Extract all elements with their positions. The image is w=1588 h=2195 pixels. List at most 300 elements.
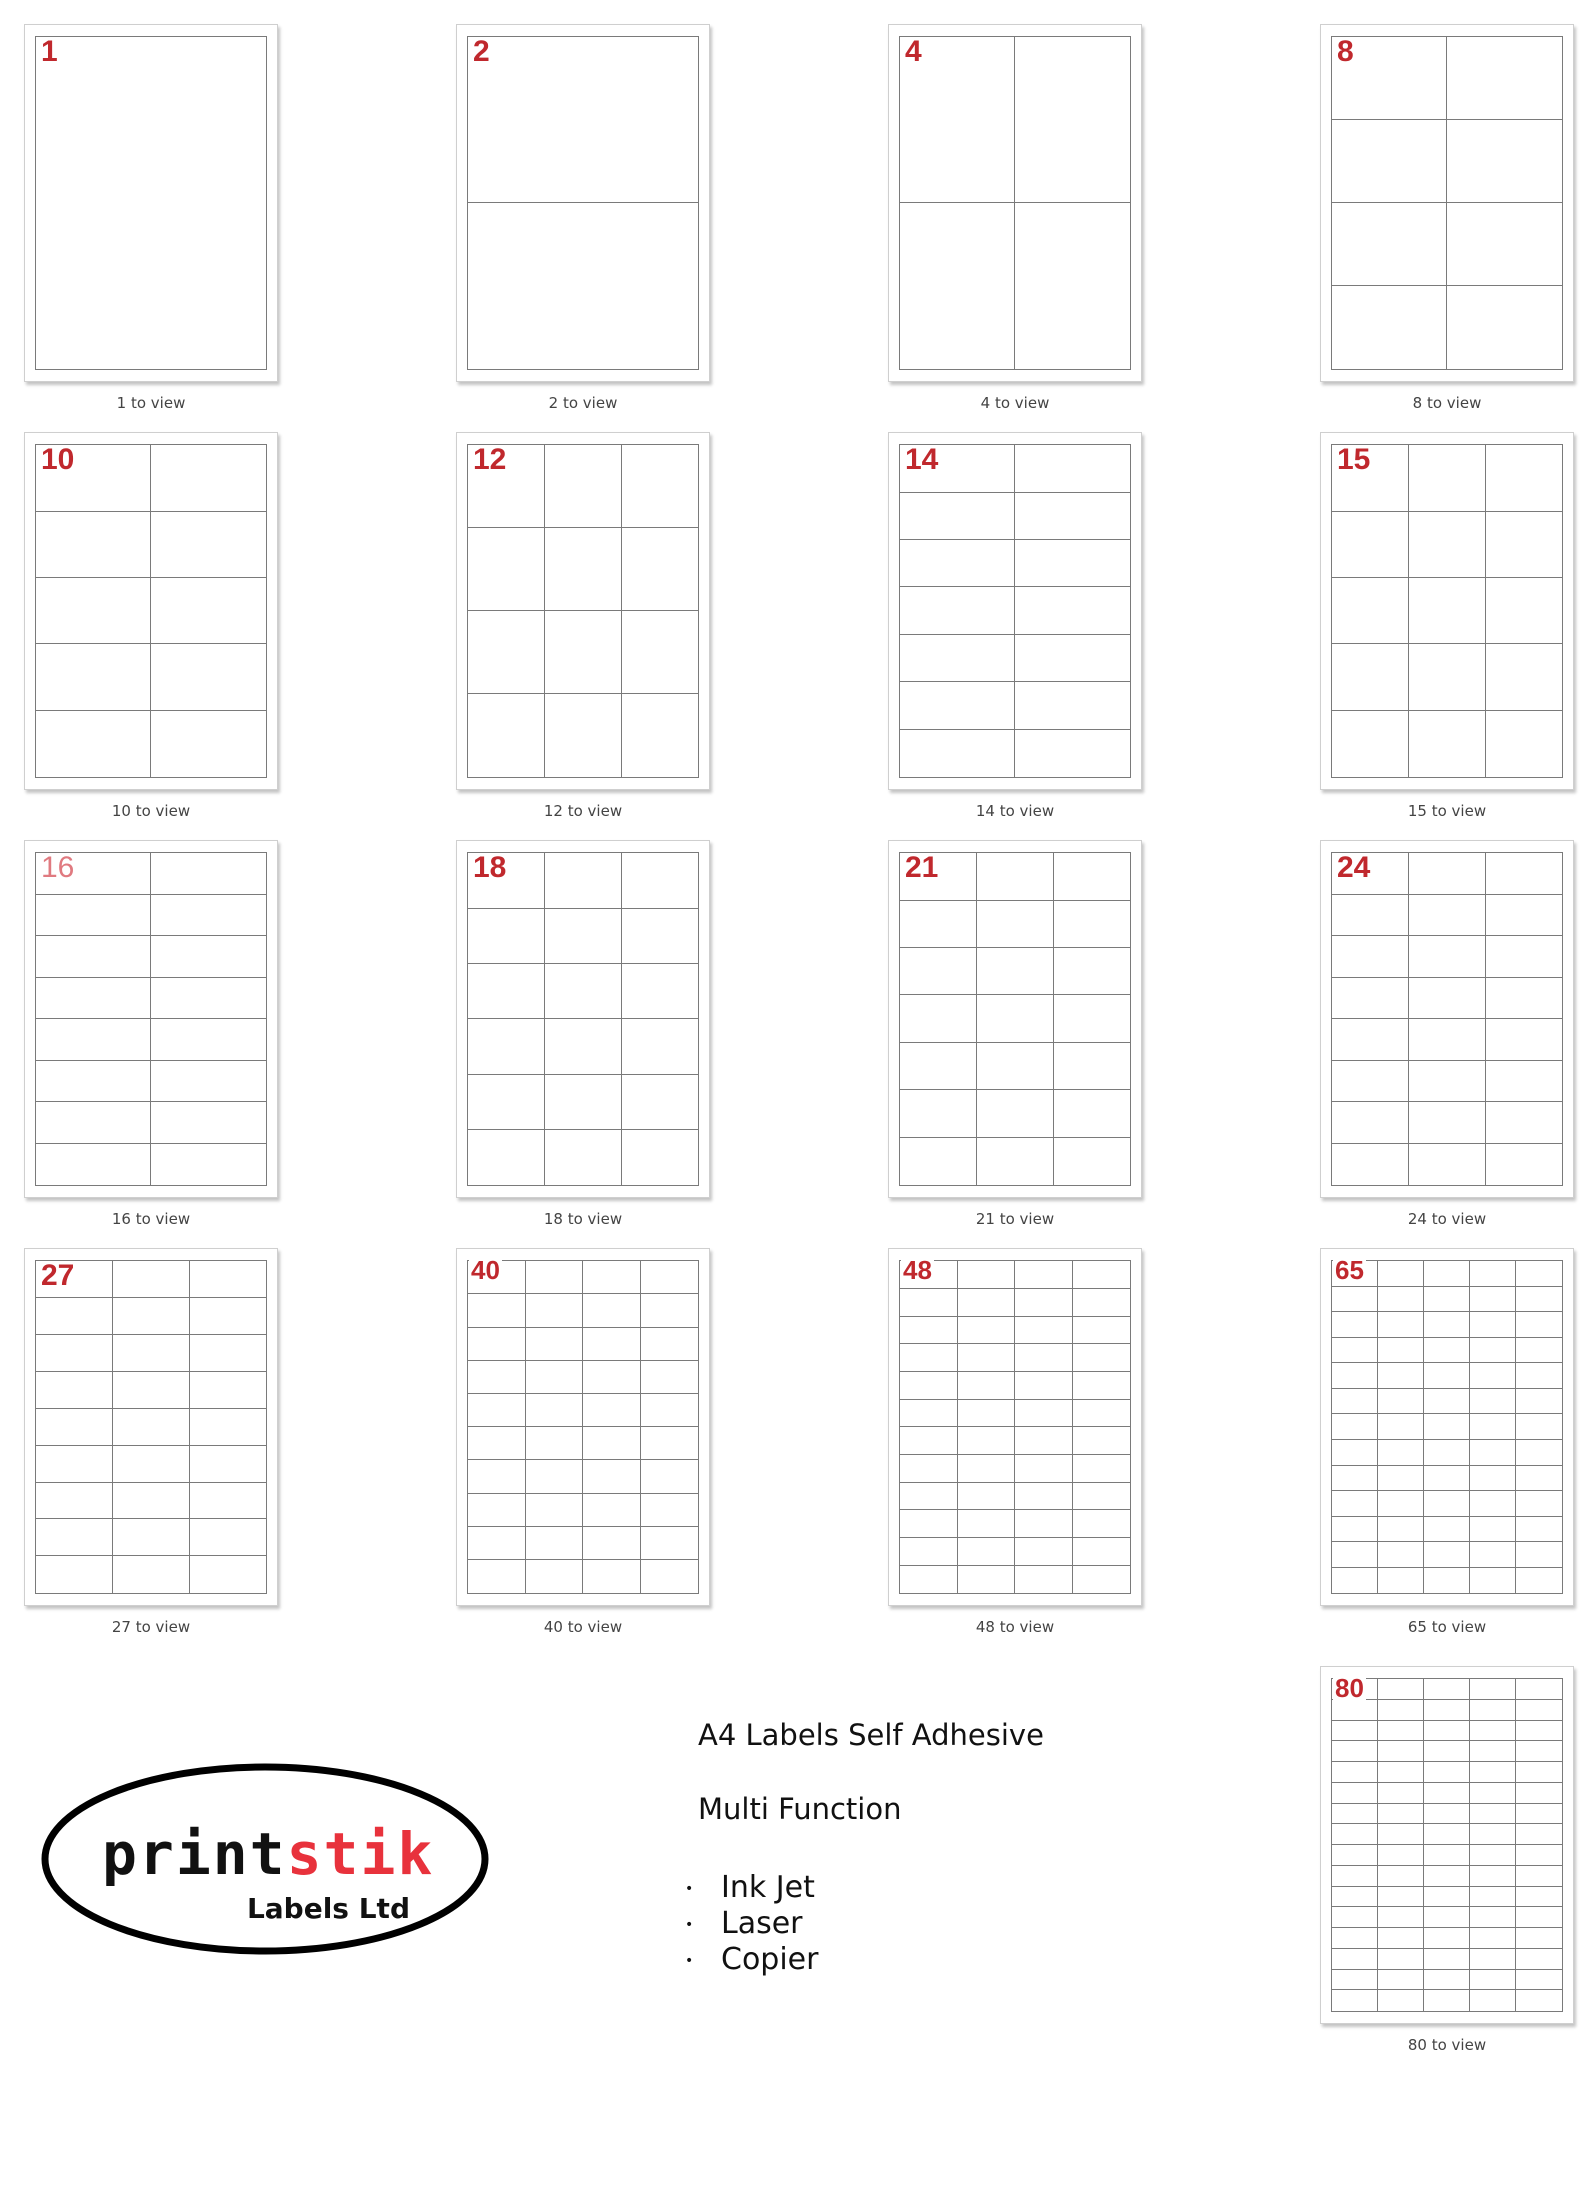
label-grid <box>468 853 698 1185</box>
label-cell <box>1331 1989 1379 2011</box>
label-grid <box>468 37 698 369</box>
label-cell <box>1469 1286 1517 1313</box>
label-cell <box>1072 1426 1131 1455</box>
label-cell <box>1377 1844 1425 1866</box>
label-cell <box>35 1482 113 1520</box>
label-cell <box>1408 1101 1486 1144</box>
label-cell <box>35 935 152 978</box>
label-cell <box>1377 1337 1425 1364</box>
printstik-logo <box>40 1762 490 1956</box>
label-cell <box>35 1555 113 1593</box>
label-cell <box>467 1074 545 1131</box>
label-cell <box>1408 1018 1486 1061</box>
label-cell <box>1469 1413 1517 1440</box>
label-cell <box>1377 1761 1425 1783</box>
label-cell <box>467 610 545 695</box>
label-cell <box>1408 577 1486 645</box>
label-cell <box>1485 1060 1563 1103</box>
label-cell <box>467 1526 526 1561</box>
label-cell <box>1072 1288 1131 1317</box>
label-cell <box>1377 1720 1425 1742</box>
label-cell <box>1331 119 1448 204</box>
label-cell <box>1014 586 1131 635</box>
label-cell <box>150 444 267 512</box>
label-sheet-12[interactable] <box>456 432 710 790</box>
label-cell <box>899 1371 958 1400</box>
label-cell <box>112 1334 190 1372</box>
label-cell <box>1377 1490 1425 1517</box>
label-cell <box>1469 1362 1517 1389</box>
label-cell <box>150 977 267 1020</box>
label-cell <box>1408 894 1486 937</box>
label-cell <box>1515 1720 1563 1742</box>
label-cell <box>467 1293 526 1328</box>
label-cell <box>1515 1699 1563 1721</box>
label-cell <box>1377 1782 1425 1804</box>
label-cell <box>1423 1740 1471 1762</box>
sheet-count-label: 40 <box>471 1255 500 1285</box>
label-cell <box>35 710 152 778</box>
label-cell <box>150 1101 267 1144</box>
label-cell <box>1377 1439 1425 1466</box>
label-cell <box>467 1559 526 1594</box>
label-sheet-16[interactable] <box>24 840 278 1198</box>
label-cell <box>1014 492 1131 541</box>
label-cell <box>1408 444 1486 512</box>
label-cell <box>640 1559 699 1594</box>
label-cell <box>1469 1465 1517 1492</box>
uses-list <box>685 1870 818 1978</box>
label-cell <box>1053 852 1131 901</box>
label-sheet-2[interactable] <box>456 24 710 382</box>
label-cell <box>1014 634 1131 683</box>
label-cell <box>112 1371 190 1409</box>
label-cell <box>1377 1260 1425 1287</box>
label-cell <box>1446 285 1563 370</box>
label-cell <box>1469 1311 1517 1338</box>
sheet-caption[interactable]: 1 to view <box>116 394 186 412</box>
sheet-caption[interactable]: 40 to view <box>543 1618 623 1636</box>
label-cell <box>1377 1699 1425 1721</box>
label-cell <box>1469 1678 1517 1700</box>
label-cell <box>582 1459 641 1494</box>
label-cell <box>1469 1886 1517 1908</box>
label-cell <box>957 1316 1016 1345</box>
label-cell <box>1469 1948 1517 1970</box>
label-cell <box>1053 1137 1131 1186</box>
label-cell <box>525 1260 584 1295</box>
label-cell <box>1469 1337 1517 1364</box>
label-cell <box>1331 1311 1379 1338</box>
label-cell <box>1377 1886 1425 1908</box>
label-cell <box>467 36 699 204</box>
label-cell <box>1053 1042 1131 1091</box>
sheet-count-label: 12 <box>473 443 507 476</box>
label-cell <box>525 1327 584 1362</box>
sheet-caption[interactable]: 2 to view <box>548 394 618 412</box>
label-cell <box>1014 202 1131 370</box>
label-cell <box>899 900 977 949</box>
label-cell <box>1014 1482 1073 1511</box>
label-cell <box>150 643 267 711</box>
label-grid <box>36 37 266 369</box>
label-cell <box>1377 1541 1425 1568</box>
label-cell <box>150 1060 267 1103</box>
label-cell <box>35 1518 113 1556</box>
label-cell <box>1331 1541 1379 1568</box>
sheet-count-label: 15 <box>1337 443 1371 476</box>
label-cell <box>1515 1362 1563 1389</box>
label-cell <box>35 1060 152 1103</box>
label-cell <box>1331 1844 1379 1866</box>
label-grid <box>36 445 266 777</box>
sheet-count-label: 14 <box>905 443 939 476</box>
label-cell <box>621 908 699 965</box>
label-cell <box>1014 1537 1073 1566</box>
label-cell <box>1331 1286 1379 1313</box>
label-cell <box>1515 1516 1563 1543</box>
sheet-count-label: 24 <box>1337 851 1371 884</box>
sheet-count-label: 16 <box>41 851 75 884</box>
label-cell <box>1377 1286 1425 1313</box>
label-cell <box>1014 1426 1073 1455</box>
label-cell <box>976 852 1054 901</box>
label-cell <box>525 1493 584 1528</box>
label-cell <box>582 1327 641 1362</box>
label-cell <box>976 1089 1054 1138</box>
sheet-caption[interactable]: 18 to view <box>543 1210 623 1228</box>
label-cell <box>899 1089 977 1138</box>
label-cell <box>1331 1362 1379 1389</box>
label-cell <box>1485 643 1563 711</box>
label-sheet-14[interactable] <box>888 432 1142 790</box>
sheet-caption[interactable]: 27 to view <box>111 1618 191 1636</box>
sheet-caption[interactable]: 48 to view <box>975 1618 1055 1636</box>
label-cell <box>1331 1388 1379 1415</box>
label-cell <box>1423 1260 1471 1287</box>
label-cell <box>1377 1948 1425 1970</box>
label-cell <box>1485 511 1563 579</box>
label-cell <box>1515 1260 1563 1287</box>
label-cell <box>899 1316 958 1345</box>
label-cell <box>112 1518 190 1556</box>
sheet-count-label: 8 <box>1337 35 1354 68</box>
label-cell <box>1469 1761 1517 1783</box>
label-cell <box>1423 1782 1471 1804</box>
label-sheet-40[interactable] <box>456 1248 710 1606</box>
label-cell <box>1515 1413 1563 1440</box>
label-cell <box>112 1408 190 1446</box>
label-cell <box>957 1565 1016 1594</box>
label-cell <box>1515 1567 1563 1594</box>
label-cell <box>150 935 267 978</box>
label-cell <box>467 1393 526 1428</box>
label-cell <box>35 36 267 370</box>
label-cell <box>189 1260 267 1298</box>
label-sheet-18[interactable] <box>456 840 710 1198</box>
label-sheet-48[interactable] <box>888 1248 1142 1606</box>
label-cell <box>582 1393 641 1428</box>
label-cell <box>1515 1782 1563 1804</box>
sheet-caption[interactable]: 24 to view <box>1407 1210 1487 1228</box>
label-cell <box>1014 1399 1073 1428</box>
label-sheet-80[interactable] <box>1320 1666 1574 2024</box>
label-cell <box>1072 1454 1131 1483</box>
label-cell <box>1469 1803 1517 1825</box>
sheet-caption[interactable]: 16 to view <box>111 1210 191 1228</box>
label-cell <box>1423 1989 1471 2011</box>
use-label: Copier <box>721 1942 819 1977</box>
label-cell <box>899 1288 958 1317</box>
sheet-caption[interactable]: 80 to view <box>1407 2036 1487 2054</box>
label-cell <box>1515 1678 1563 1700</box>
sheet-count-label: 2 <box>473 35 490 68</box>
label-cell <box>35 1371 113 1409</box>
sheet-caption[interactable]: 65 to view <box>1407 1618 1487 1636</box>
label-cell <box>957 1288 1016 1317</box>
label-cell <box>1515 1465 1563 1492</box>
label-grid <box>1332 1679 1562 2011</box>
label-cell <box>544 1074 622 1131</box>
label-cell <box>1377 1388 1425 1415</box>
label-cell <box>1469 1844 1517 1866</box>
label-cell <box>1515 1286 1563 1313</box>
label-cell <box>1377 1678 1425 1700</box>
label-cell <box>640 1426 699 1461</box>
sheet-caption[interactable]: 15 to view <box>1407 802 1487 820</box>
label-grid <box>36 1261 266 1593</box>
label-cell <box>1469 1969 1517 1991</box>
label-cell <box>35 1445 113 1483</box>
label-cell <box>621 1018 699 1075</box>
label-cell <box>1446 119 1563 204</box>
label-cell <box>957 1454 1016 1483</box>
label-cell <box>957 1482 1016 1511</box>
label-cell <box>467 1493 526 1528</box>
label-cell <box>1469 1720 1517 1742</box>
label-cell <box>1331 1969 1379 1991</box>
label-cell <box>1331 935 1409 978</box>
label-cell <box>467 527 545 612</box>
label-cell <box>1423 1803 1471 1825</box>
label-cell <box>1014 1260 1073 1289</box>
label-cell <box>640 1260 699 1295</box>
label-cell <box>189 1297 267 1335</box>
label-cell <box>525 1393 584 1428</box>
label-cell <box>899 1482 958 1511</box>
label-cell <box>544 963 622 1020</box>
label-cell <box>544 1018 622 1075</box>
label-cell <box>899 586 1016 635</box>
label-sheet-27[interactable] <box>24 1248 278 1606</box>
label-cell <box>1423 1516 1471 1543</box>
label-cell <box>1014 1288 1073 1317</box>
label-cell <box>899 1042 977 1091</box>
label-cell <box>544 852 622 909</box>
use-label: Ink Jet <box>721 1870 815 1905</box>
label-cell <box>35 1101 152 1144</box>
label-cell <box>1469 1782 1517 1804</box>
label-cell <box>1331 202 1448 287</box>
label-grid <box>900 445 1130 777</box>
label-cell <box>621 1074 699 1131</box>
sheet-count-label: 21 <box>905 851 939 884</box>
label-cell <box>1331 1720 1379 1742</box>
label-sheet-4[interactable] <box>888 24 1142 382</box>
label-cell <box>467 202 699 370</box>
sheet-caption[interactable]: 4 to view <box>980 394 1050 412</box>
label-cell <box>640 1526 699 1561</box>
label-cell <box>1485 977 1563 1020</box>
label-cell <box>1377 1803 1425 1825</box>
label-cell <box>1469 1388 1517 1415</box>
label-sheet-1[interactable] <box>24 24 278 382</box>
label-cell <box>189 1482 267 1520</box>
label-cell <box>1014 729 1131 778</box>
label-cell <box>640 1459 699 1494</box>
label-cell <box>1331 1782 1379 1804</box>
label-cell <box>1331 1143 1409 1186</box>
label-sheet-21[interactable] <box>888 840 1142 1198</box>
label-cell <box>1014 444 1131 493</box>
label-cell <box>1469 1865 1517 1887</box>
label-sheet-15[interactable] <box>1320 432 1574 790</box>
label-cell <box>899 1137 977 1186</box>
label-cell <box>1331 1413 1379 1440</box>
label-cell <box>1423 1761 1471 1783</box>
label-cell <box>1331 511 1409 579</box>
label-cell <box>1377 1969 1425 1991</box>
sheet-caption[interactable]: 14 to view <box>975 802 1055 820</box>
label-cell <box>1446 202 1563 287</box>
label-cell <box>1485 894 1563 937</box>
label-cell <box>640 1493 699 1528</box>
label-grid <box>1332 853 1562 1185</box>
sheet-caption[interactable]: 12 to view <box>543 802 623 820</box>
label-cell <box>1423 1388 1471 1415</box>
label-cell <box>1423 1311 1471 1338</box>
label-cell <box>1469 1439 1517 1466</box>
label-grid <box>900 1261 1130 1593</box>
label-cell <box>1377 1927 1425 1949</box>
label-cell <box>1331 1948 1379 1970</box>
label-cell <box>1469 1516 1517 1543</box>
logo-ellipse <box>40 1762 490 1956</box>
label-cell <box>1423 1969 1471 1991</box>
label-cell <box>1072 1509 1131 1538</box>
label-cell <box>899 1454 958 1483</box>
label-cell <box>899 947 977 996</box>
label-cell <box>1485 1018 1563 1061</box>
label-sheet-10[interactable] <box>24 432 278 790</box>
label-cell <box>621 963 699 1020</box>
label-grid <box>468 445 698 777</box>
label-cell <box>1331 577 1409 645</box>
label-cell <box>1072 1371 1131 1400</box>
label-sheet-8[interactable] <box>1320 24 1574 382</box>
sheet-caption[interactable]: 8 to view <box>1412 394 1482 412</box>
label-cell <box>1469 1740 1517 1762</box>
label-cell <box>525 1459 584 1494</box>
label-cell <box>189 1555 267 1593</box>
label-cell <box>189 1408 267 1446</box>
label-cell <box>112 1297 190 1335</box>
label-cell <box>1408 643 1486 711</box>
label-cell <box>467 963 545 1020</box>
label-cell <box>467 908 545 965</box>
label-cell <box>525 1293 584 1328</box>
label-cell <box>1515 1969 1563 1991</box>
label-cell <box>1515 1803 1563 1825</box>
label-cell <box>150 511 267 579</box>
label-cell <box>150 1143 267 1186</box>
sheet-count-label: 80 <box>1335 1673 1364 1703</box>
label-cell <box>957 1426 1016 1455</box>
label-cell <box>640 1393 699 1428</box>
label-cell <box>1485 852 1563 895</box>
label-cell <box>1515 1490 1563 1517</box>
label-cell <box>976 1137 1054 1186</box>
label-cell <box>1331 894 1409 937</box>
label-cell <box>189 1445 267 1483</box>
label-cell <box>1408 935 1486 978</box>
sheet-count-label: 4 <box>905 35 922 68</box>
label-cell <box>1446 36 1563 121</box>
sheet-caption[interactable]: 21 to view <box>975 1210 1055 1228</box>
label-cell <box>1014 1371 1073 1400</box>
label-cell <box>976 900 1054 949</box>
label-cell <box>1377 1567 1425 1594</box>
label-cell <box>1423 1865 1471 1887</box>
label-cell <box>1072 1343 1131 1372</box>
list-item: • Laser <box>685 1906 803 1941</box>
label-cell <box>35 1334 113 1372</box>
label-cell <box>1423 1337 1471 1364</box>
label-grid <box>468 1261 698 1593</box>
label-sheet-24[interactable] <box>1320 840 1574 1198</box>
label-cell <box>1014 681 1131 730</box>
label-cell <box>1423 1678 1471 1700</box>
label-cell <box>621 693 699 778</box>
label-cell <box>544 1129 622 1186</box>
label-cell <box>35 1143 152 1186</box>
label-cell <box>1014 1509 1073 1538</box>
sheet-caption[interactable]: 10 to view <box>111 802 191 820</box>
label-cell <box>1331 1740 1379 1762</box>
label-cell <box>1331 1761 1379 1783</box>
label-cell <box>957 1537 1016 1566</box>
label-cell <box>1377 1413 1425 1440</box>
label-grid <box>36 853 266 1185</box>
label-cell <box>35 511 152 579</box>
label-cell <box>899 492 1016 541</box>
label-cell <box>35 643 152 711</box>
label-sheet-65[interactable] <box>1320 1248 1574 1606</box>
label-cell <box>1469 1260 1517 1287</box>
label-cell <box>1331 1823 1379 1845</box>
label-cell <box>525 1360 584 1395</box>
label-cell <box>1485 935 1563 978</box>
label-cell <box>1377 1740 1425 1762</box>
label-cell <box>899 202 1016 370</box>
label-cell <box>1423 1906 1471 1928</box>
label-cell <box>1331 643 1409 711</box>
label-cell <box>1469 1823 1517 1845</box>
label-cell <box>1423 1699 1471 1721</box>
label-cell <box>1331 1906 1379 1928</box>
use-label: Laser <box>721 1906 803 1941</box>
label-cell <box>1377 1362 1425 1389</box>
